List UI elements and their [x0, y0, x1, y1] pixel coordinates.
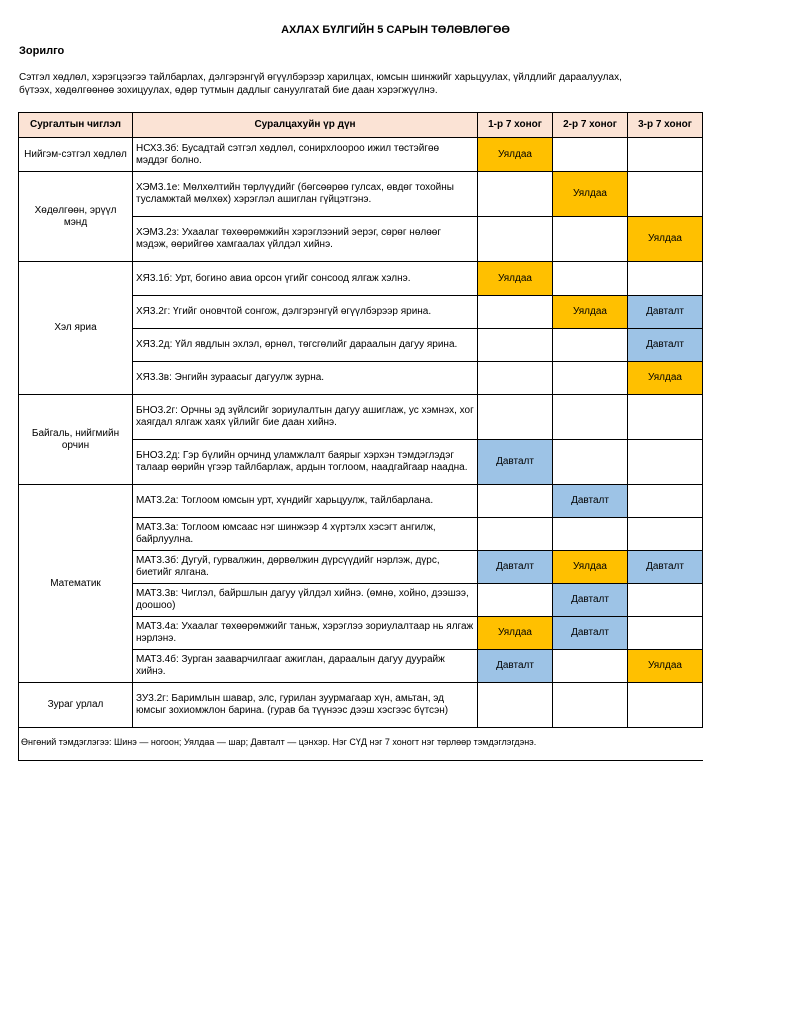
week-2-cell: [553, 217, 628, 262]
week-3-cell: [628, 395, 703, 440]
outcome-cell: ХЯ3.2д: Үйл явдлын эхлэл, өрнөл, төгсгөлийг дараалын дагуу ярина.: [133, 329, 478, 362]
week-1-cell: [478, 518, 553, 551]
area-cell: Хэл яриа: [19, 262, 133, 395]
table-body: [19, 138, 703, 728]
goal-line: Сэтгэл хөдлөл, хэрэгцээгээ тайлбарлах, дэлгэрэнгүй өгүүлбэрээр харилцах, юмсын шинжийг харьцуулах, үйлдлийг дараалуулах,: [19, 72, 622, 83]
week-3-cell: [628, 518, 703, 551]
outcome-cell: ХЯ3.3в: Энгийн зураасыг дагуулж зурна.: [133, 362, 478, 395]
area-cell: Хөдөлгөөн, эрүүл мэнд: [19, 172, 133, 262]
week-3-cell: [628, 683, 703, 728]
week-3-cell: [628, 172, 703, 217]
week-2-cell: Уялдаа: [553, 172, 628, 217]
document-title: АХЛАХ БҮЛГИЙН 5 САРЫН ТӨЛӨВЛӨГӨӨ: [281, 24, 510, 36]
outcome-cell: ХЭМ3.2з: Ухаалаг төхөөрөмжийн хэрэглээний эерэг, сөрөг нөлөөг мэдэж, өөрийгөө хамгаалах үйлдэл хийнэ.: [133, 217, 478, 262]
outcome-cell: МАТ3.4а: Ухаалаг төхөөрөмжийг таньж, хэрэглээ зориулалтаар нь ялгаж нэрлэнэ.: [133, 617, 478, 650]
week-1-cell: [478, 362, 553, 395]
header-area: Сургалтын чиглэл: [19, 113, 133, 138]
outcome-cell: МАТ3.4б: Зурган зааварчилгааг ажиглан, дараалын дагуу дуурайж хийнэ.: [133, 650, 478, 683]
week-1-cell: Уялдаа: [478, 138, 553, 172]
legend-row: [19, 728, 703, 761]
goal-line: бүтээх, хөдөлгөөнөө зохицуулах, өдөр тутмын дадлыг сануулгатай бие даан хэрэгжүүлнэ.: [19, 85, 438, 96]
header-week-1: 1-р 7 хоног: [478, 113, 553, 138]
week-3-cell: [628, 440, 703, 485]
plan-table: [18, 112, 703, 761]
week-2-cell: Давталт: [553, 617, 628, 650]
week-2-cell: [553, 138, 628, 172]
week-1-cell: Давталт: [478, 551, 553, 584]
week-2-cell: [553, 395, 628, 440]
outcome-cell: МАТ3.3б: Дугуй, гурвалжин, дөрвөлжин дүрсүүдийг нэрлэж, дүрс, биетийг ялгана.: [133, 551, 478, 584]
week-3-cell: [628, 485, 703, 518]
week-2-cell: Давталт: [553, 485, 628, 518]
week-1-cell: Уялдаа: [478, 617, 553, 650]
outcome-cell: МАТ3.3а: Тоглоом юмсаас нэг шинжээр 4 хүртэлх хэсэгт ангилж, байрлуулна.: [133, 518, 478, 551]
table-row: [19, 683, 703, 728]
week-3-cell: Давталт: [628, 329, 703, 362]
week-1-cell: [478, 217, 553, 262]
week-1-cell: [478, 172, 553, 217]
table-row: [19, 262, 703, 296]
week-1-cell: Давталт: [478, 440, 553, 485]
week-3-cell: Давталт: [628, 296, 703, 329]
week-2-cell: [553, 262, 628, 296]
outcome-cell: ХЭМ3.1е: Мөлхөлтийн төрлүүдийг (бөгсөөрөө гулсах, өвдөг тохойны тусламжтай мөлхөх) хэрэглэл ашиглан гүйцэтгэнэ.: [133, 172, 478, 217]
week-3-cell: Давталт: [628, 551, 703, 584]
area-cell: Зураг урлал: [19, 683, 133, 728]
week-3-cell: Уялдаа: [628, 362, 703, 395]
table-row: [19, 138, 703, 172]
week-3-cell: [628, 617, 703, 650]
header-outcome: Суралцахуйн үр дүн: [133, 113, 478, 138]
outcome-cell: ХЯ3.1б: Урт, богино авиа орсон үгийг сонсоод ялгаж хэлнэ.: [133, 262, 478, 296]
area-cell: Нийгэм-сэтгэл хөдлөл: [19, 138, 133, 172]
table-row: [19, 485, 703, 518]
area-cell: Математик: [19, 485, 133, 683]
week-2-cell: [553, 362, 628, 395]
goal-heading: Зорилго: [19, 45, 65, 57]
week-2-cell: Давталт: [553, 584, 628, 617]
outcome-cell: ЗУ3.2г: Баримлын шавар, элс, гурилан зуурмагаар хүн, амьтан, эд юмсыг зохиомжлон барина. (гурав ба түүнээс дээш хэсгээс бүтсэн): [133, 683, 478, 728]
week-1-cell: [478, 584, 553, 617]
week-3-cell: [628, 584, 703, 617]
outcome-cell: НСХ3.3б: Бусадтай сэтгэл хөдлөл, сонирхлоороо ижил төстэйгөө мэддэг болно.: [133, 138, 478, 172]
week-2-cell: [553, 650, 628, 683]
week-1-cell: [478, 329, 553, 362]
week-1-cell: [478, 683, 553, 728]
goal-text: [19, 71, 709, 97]
outcome-cell: БНО3.2д: Гэр бүлийн орчинд уламжлалт баярыг хэрхэн тэмдэглэдэг талаар өөрийн үгээр тайлбарлаж, ардын тоглоом, наадгайгаар наадна.: [133, 440, 478, 485]
week-1-cell: Давталт: [478, 650, 553, 683]
week-1-cell: [478, 485, 553, 518]
week-1-cell: Уялдаа: [478, 262, 553, 296]
week-2-cell: [553, 329, 628, 362]
table-row: [19, 172, 703, 217]
outcome-cell: ХЯ3.2г: Үгийг оновчтой сонгож, дэлгэрэнгүй өгүүлбэрээр ярина.: [133, 296, 478, 329]
week-2-cell: [553, 683, 628, 728]
header-week-2: 2-р 7 хоног: [553, 113, 628, 138]
outcome-cell: БНО3.2г: Орчны эд зүйлсийг зориулалтын дагуу ашиглаж, ус хэмнэх, хог хаягдал ялгаж хаях үйлийг бие даан хийнэ.: [133, 395, 478, 440]
week-3-cell: Уялдаа: [628, 217, 703, 262]
outcome-cell: МАТ3.3в: Чиглэл, байршлын дагуу үйлдэл хийнэ. (өмнө, хойно, дээшээ, доошоо): [133, 584, 478, 617]
table-header-row: [19, 113, 703, 138]
table-row: [19, 395, 703, 440]
week-2-cell: [553, 518, 628, 551]
week-2-cell: Уялдаа: [553, 551, 628, 584]
week-3-cell: Уялдаа: [628, 650, 703, 683]
week-3-cell: [628, 262, 703, 296]
week-1-cell: [478, 395, 553, 440]
week-1-cell: [478, 296, 553, 329]
header-week-3: 3-р 7 хоног: [628, 113, 703, 138]
area-cell: Байгаль, нийгмийн орчин: [19, 395, 133, 485]
legend-note: Өнгөний тэмдэглэгээ: Шинэ — ногоон; Уялдаа — шар; Давталт — цэнхэр. Нэг СҮД нэг 7 хоногт нэг төрлөөр тэмдэглэгдэнэ.: [19, 728, 703, 761]
week-2-cell: [553, 440, 628, 485]
week-3-cell: [628, 138, 703, 172]
outcome-cell: МАТ3.2а: Тоглоом юмсын урт, хүндийг харьцуулж, тайлбарлана.: [133, 485, 478, 518]
week-2-cell: Уялдаа: [553, 296, 628, 329]
